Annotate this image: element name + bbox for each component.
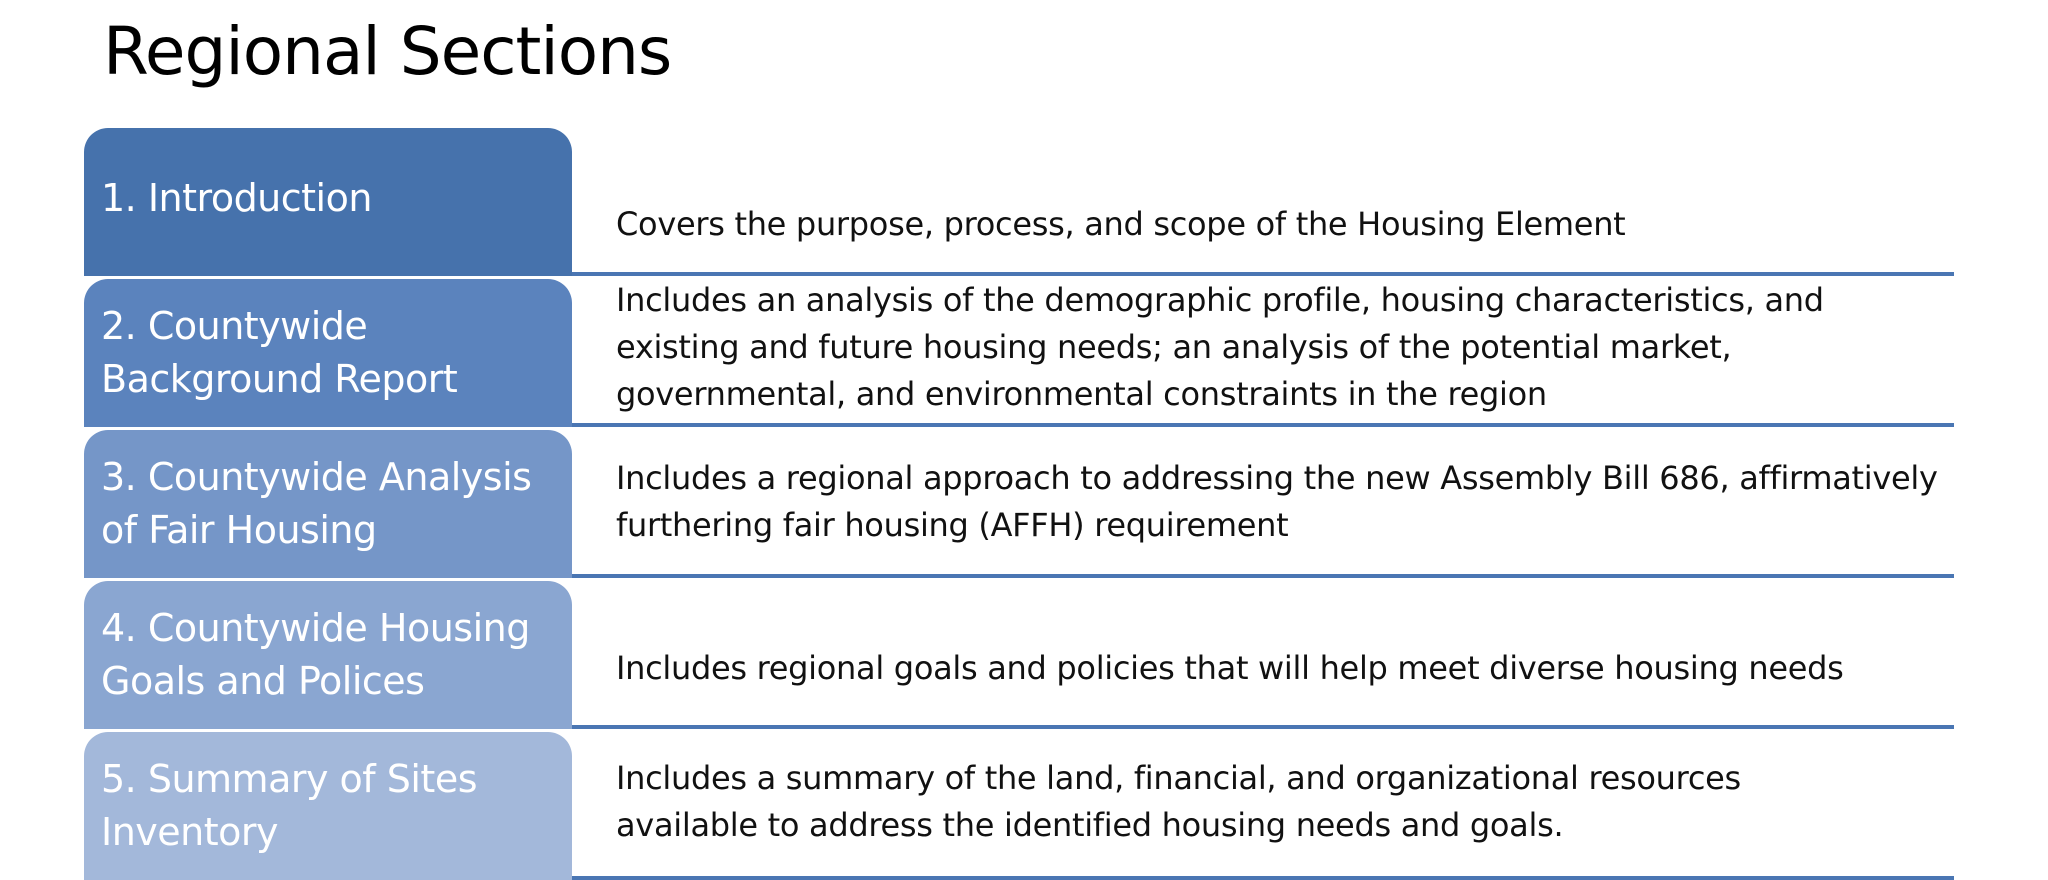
section-description-text: Includes an analysis of the demographic profile, housing characteristics, and existing and future housing needs; an analysis of the potential market, governmental, and environmental constraints in the region bbox=[616, 280, 1824, 413]
section-divider bbox=[572, 574, 1954, 578]
section-description bbox=[616, 430, 1954, 570]
section-tab-fair-housing bbox=[84, 430, 572, 578]
section-description bbox=[616, 128, 1954, 268]
section-description bbox=[616, 279, 1954, 419]
section-divider bbox=[572, 272, 1954, 276]
section-tab-sites-inventory bbox=[84, 732, 572, 880]
section-description bbox=[616, 732, 1954, 872]
section-description-text: Includes regional goals and policies that will help meet diverse housing needs bbox=[616, 648, 1844, 687]
section-label: 2. Countywide Background Report bbox=[101, 304, 458, 401]
section-label: 4. Countywide Housing Goals and Polices bbox=[101, 606, 530, 703]
section-description-text: Includes a regional approach to addressing the new Assembly Bill 686, affirmatively furthering fair housing (AFFH) requirement bbox=[616, 459, 1938, 544]
section-row-introduction bbox=[84, 128, 1954, 276]
section-label: 1. Introduction bbox=[101, 175, 372, 220]
section-divider bbox=[572, 423, 1954, 427]
section-tab-introduction bbox=[84, 128, 572, 276]
section-label: 5. Summary of Sites Inventory bbox=[101, 757, 478, 854]
page-title: Regional Sections bbox=[103, 13, 672, 90]
section-label: 3. Countywide Analysis of Fair Housing bbox=[101, 455, 532, 552]
section-description-text: Covers the purpose, process, and scope of the Housing Element bbox=[616, 204, 1626, 243]
section-tab-background-report bbox=[84, 279, 572, 427]
section-divider bbox=[572, 876, 1954, 880]
section-divider bbox=[572, 725, 1954, 729]
section-description bbox=[616, 581, 1954, 721]
section-tab-housing-goals bbox=[84, 581, 572, 729]
section-row-background-report bbox=[84, 279, 1954, 427]
section-row-fair-housing bbox=[84, 430, 1954, 578]
section-row-housing-goals bbox=[84, 581, 1954, 729]
section-row-sites-inventory bbox=[84, 732, 1954, 880]
section-description-text: Includes a summary of the land, financial, and organizational resources available to address the identified housing needs and goals. bbox=[616, 759, 1741, 844]
